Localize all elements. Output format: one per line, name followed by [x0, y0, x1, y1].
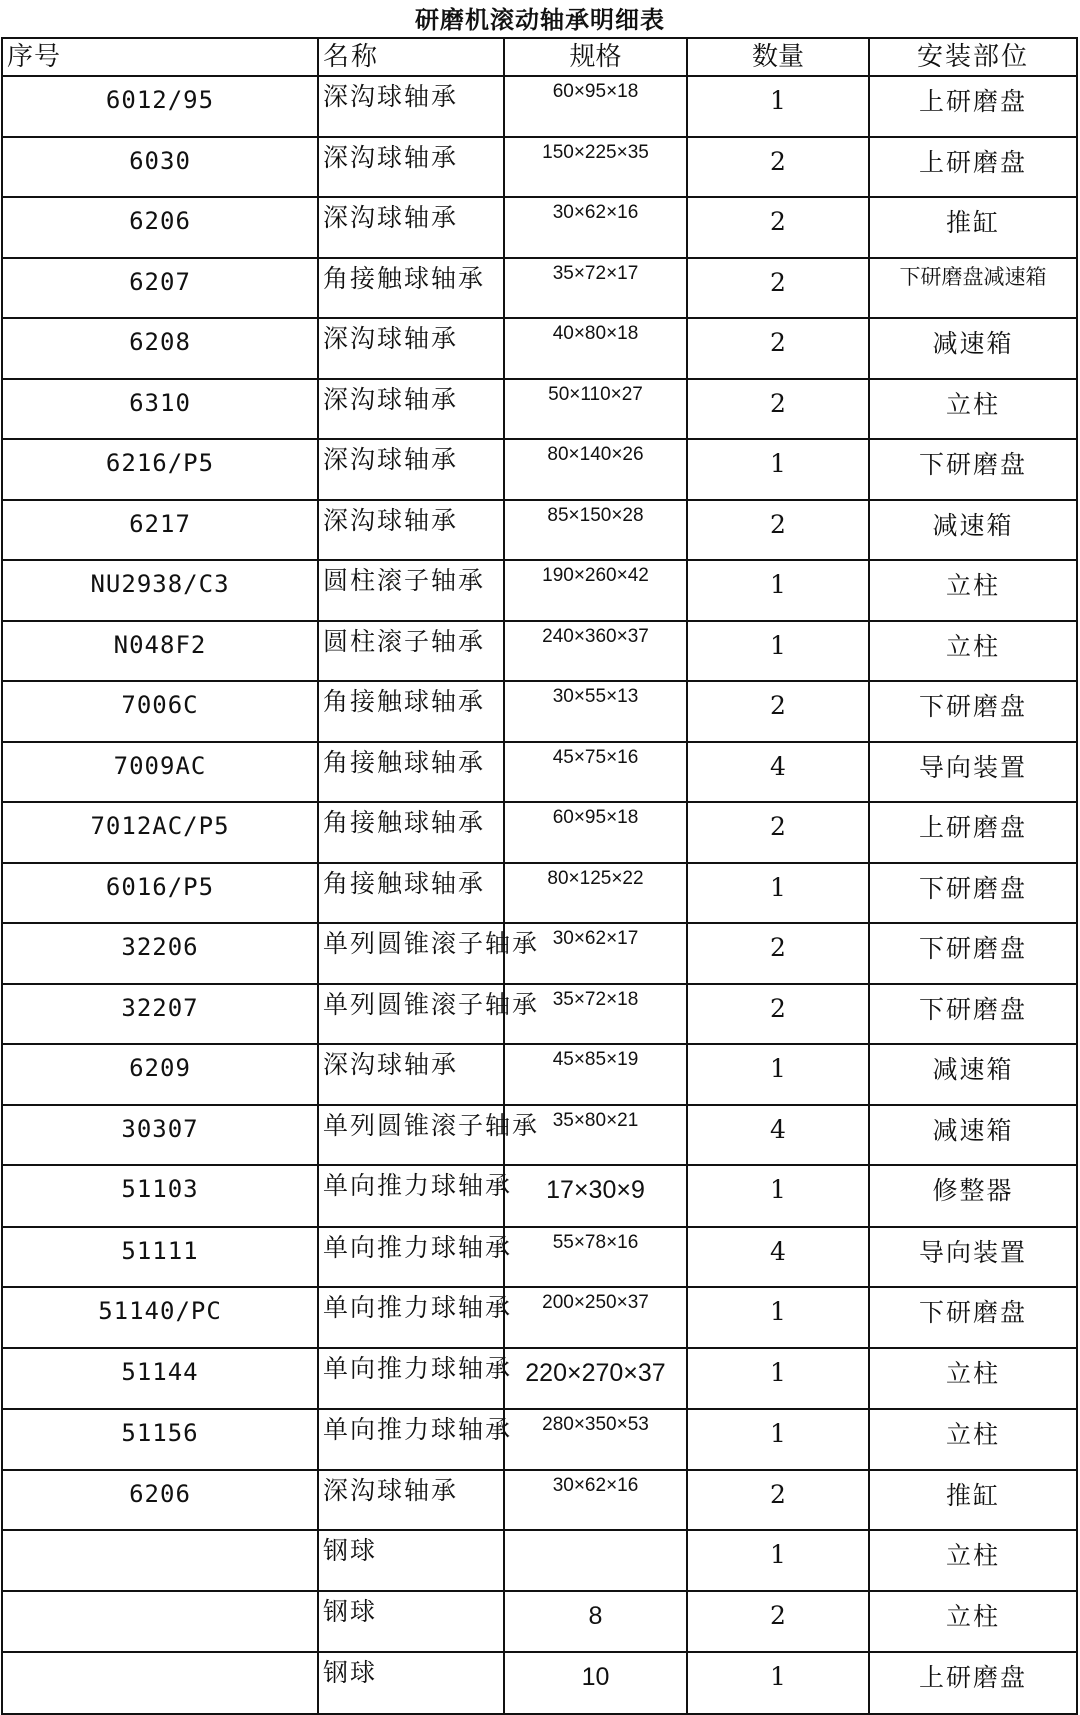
cell-serial: 7009AC	[2, 742, 318, 803]
cell-spec: 280×350×53	[504, 1409, 687, 1470]
cell-quantity: 4	[687, 1227, 869, 1288]
cell-position: 导向装置	[869, 742, 1077, 803]
table-row	[2, 923, 1077, 984]
table-row	[2, 197, 1077, 258]
cell-position: 下研磨盘	[869, 863, 1077, 924]
cell-spec: 80×140×26	[504, 439, 687, 500]
cell-name: 单向推力球轴承	[318, 1227, 504, 1288]
cell-serial	[2, 1530, 318, 1591]
cell-name: 深沟球轴承	[318, 1470, 504, 1531]
table-row	[2, 318, 1077, 379]
cell-quantity: 1	[687, 76, 869, 137]
cell-position: 减速箱	[869, 1105, 1077, 1166]
cell-serial: 6206	[2, 1470, 318, 1531]
table-row	[2, 1044, 1077, 1105]
header-name: 名称	[318, 38, 504, 76]
cell-serial: 7006C	[2, 681, 318, 742]
table-row	[2, 76, 1077, 137]
cell-serial: 6217	[2, 500, 318, 561]
table-row	[2, 1591, 1077, 1653]
cell-name: 深沟球轴承	[318, 76, 504, 137]
cell-serial: 6016/P5	[2, 863, 318, 924]
cell-spec: 10	[504, 1652, 687, 1714]
cell-name: 圆柱滚子轴承	[318, 560, 504, 621]
cell-name: 单列圆锥滚子轴承	[318, 984, 504, 1045]
cell-quantity: 4	[687, 742, 869, 803]
cell-spec: 17×30×9	[504, 1165, 687, 1227]
cell-spec: 35×72×18	[504, 984, 687, 1045]
cell-quantity: 2	[687, 1470, 869, 1531]
cell-serial: 7012AC/P5	[2, 802, 318, 863]
cell-quantity: 2	[687, 258, 869, 319]
table-row	[2, 1470, 1077, 1531]
cell-position: 上研磨盘	[869, 76, 1077, 137]
cell-serial: 6012/95	[2, 76, 318, 137]
cell-spec: 35×72×17	[504, 258, 687, 319]
cell-quantity: 1	[687, 1409, 869, 1470]
cell-serial: 6216/P5	[2, 439, 318, 500]
table-row	[2, 1409, 1077, 1470]
cell-quantity: 2	[687, 802, 869, 863]
cell-spec: 150×225×35	[504, 137, 687, 198]
cell-quantity: 4	[687, 1105, 869, 1166]
table-row	[2, 258, 1077, 319]
table-header-row	[2, 38, 1077, 76]
cell-quantity: 1	[687, 1652, 869, 1714]
cell-serial	[2, 1591, 318, 1653]
cell-spec: 35×80×21	[504, 1105, 687, 1166]
cell-spec: 30×55×13	[504, 681, 687, 742]
cell-spec: 220×270×37	[504, 1348, 687, 1410]
table-row	[2, 560, 1077, 621]
cell-serial: 6030	[2, 137, 318, 198]
cell-spec: 30×62×17	[504, 923, 687, 984]
cell-name: 深沟球轴承	[318, 137, 504, 198]
cell-serial	[2, 1652, 318, 1714]
cell-name: 角接触球轴承	[318, 742, 504, 803]
cell-position: 下研磨盘	[869, 439, 1077, 500]
cell-name: 角接触球轴承	[318, 863, 504, 924]
cell-position: 下研磨盘	[869, 984, 1077, 1045]
cell-quantity: 2	[687, 379, 869, 440]
cell-position: 上研磨盘	[869, 802, 1077, 863]
table-row	[2, 863, 1077, 924]
bearing-table	[1, 37, 1078, 1715]
cell-quantity: 1	[687, 1348, 869, 1410]
cell-serial: 6207	[2, 258, 318, 319]
cell-serial: 51156	[2, 1409, 318, 1470]
cell-spec: 190×260×42	[504, 560, 687, 621]
cell-serial: 51144	[2, 1348, 318, 1410]
cell-serial: 32207	[2, 984, 318, 1045]
cell-position: 立柱	[869, 1591, 1077, 1653]
cell-position: 减速箱	[869, 318, 1077, 379]
cell-spec: 60×95×18	[504, 802, 687, 863]
cell-spec: 45×75×16	[504, 742, 687, 803]
cell-position: 下研磨盘	[869, 681, 1077, 742]
cell-quantity: 2	[687, 137, 869, 198]
cell-quantity: 2	[687, 1591, 869, 1653]
cell-name: 单向推力球轴承	[318, 1165, 504, 1227]
cell-spec	[504, 1530, 687, 1591]
cell-name: 深沟球轴承	[318, 318, 504, 379]
table-row	[2, 379, 1077, 440]
cell-name: 深沟球轴承	[318, 439, 504, 500]
cell-quantity: 1	[687, 1165, 869, 1227]
cell-position: 上研磨盘	[869, 137, 1077, 198]
cell-spec: 30×62×16	[504, 197, 687, 258]
cell-serial: 51103	[2, 1165, 318, 1227]
table-row	[2, 1287, 1077, 1348]
cell-quantity: 1	[687, 1044, 869, 1105]
cell-name: 钢球	[318, 1591, 504, 1653]
cell-serial: 51140/PC	[2, 1287, 318, 1348]
header-serial: 序号	[2, 38, 318, 76]
cell-serial: 32206	[2, 923, 318, 984]
cell-name: 角接触球轴承	[318, 681, 504, 742]
cell-name: 钢球	[318, 1530, 504, 1591]
table-row	[2, 137, 1077, 198]
table-row	[2, 1105, 1077, 1166]
cell-serial: 6209	[2, 1044, 318, 1105]
cell-position: 减速箱	[869, 500, 1077, 561]
cell-position: 减速箱	[869, 1044, 1077, 1105]
table-row	[2, 621, 1077, 682]
cell-spec: 85×150×28	[504, 500, 687, 561]
cell-spec: 8	[504, 1591, 687, 1653]
cell-position: 推缸	[869, 197, 1077, 258]
cell-quantity: 2	[687, 318, 869, 379]
cell-spec: 60×95×18	[504, 76, 687, 137]
table-row	[2, 984, 1077, 1045]
table-row	[2, 1652, 1077, 1714]
table-row	[2, 1227, 1077, 1288]
cell-name: 单向推力球轴承	[318, 1409, 504, 1470]
cell-quantity: 1	[687, 439, 869, 500]
cell-spec: 80×125×22	[504, 863, 687, 924]
cell-position: 立柱	[869, 1409, 1077, 1470]
cell-spec: 55×78×16	[504, 1227, 687, 1288]
cell-name: 单列圆锥滚子轴承	[318, 923, 504, 984]
cell-spec: 50×110×27	[504, 379, 687, 440]
cell-spec: 45×85×19	[504, 1044, 687, 1105]
cell-quantity: 1	[687, 1287, 869, 1348]
cell-name: 深沟球轴承	[318, 500, 504, 561]
cell-serial: 51111	[2, 1227, 318, 1288]
cell-position: 导向装置	[869, 1227, 1077, 1288]
table-row	[2, 681, 1077, 742]
cell-serial: 6208	[2, 318, 318, 379]
cell-name: 角接触球轴承	[318, 802, 504, 863]
cell-name: 钢球	[318, 1652, 504, 1714]
cell-position: 立柱	[869, 1530, 1077, 1591]
cell-serial: 6310	[2, 379, 318, 440]
cell-position: 上研磨盘	[869, 1652, 1077, 1714]
cell-position: 下研磨盘	[869, 1287, 1077, 1348]
cell-spec: 30×62×16	[504, 1470, 687, 1531]
cell-position: 下研磨盘	[869, 923, 1077, 984]
cell-name: 单列圆锥滚子轴承	[318, 1105, 504, 1166]
cell-quantity: 1	[687, 863, 869, 924]
table-row	[2, 1165, 1077, 1227]
table-row	[2, 1348, 1077, 1410]
cell-quantity: 2	[687, 500, 869, 561]
cell-position: 修整器	[869, 1165, 1077, 1227]
cell-name: 深沟球轴承	[318, 197, 504, 258]
cell-serial: NU2938/C3	[2, 560, 318, 621]
cell-position: 下研磨盘减速箱	[869, 258, 1077, 319]
table-row	[2, 742, 1077, 803]
header-spec: 规格	[504, 38, 687, 76]
cell-name: 单向推力球轴承	[318, 1287, 504, 1348]
table-row	[2, 802, 1077, 863]
header-position: 安装部位	[869, 38, 1077, 76]
cell-quantity: 2	[687, 923, 869, 984]
cell-serial: N048F2	[2, 621, 318, 682]
cell-serial: 30307	[2, 1105, 318, 1166]
cell-name: 角接触球轴承	[318, 258, 504, 319]
cell-quantity: 2	[687, 681, 869, 742]
cell-name: 深沟球轴承	[318, 379, 504, 440]
cell-quantity: 1	[687, 621, 869, 682]
cell-spec: 40×80×18	[504, 318, 687, 379]
cell-position: 立柱	[869, 1348, 1077, 1410]
cell-quantity: 1	[687, 560, 869, 621]
cell-position: 立柱	[869, 621, 1077, 682]
cell-name: 深沟球轴承	[318, 1044, 504, 1105]
cell-spec: 240×360×37	[504, 621, 687, 682]
cell-name: 圆柱滚子轴承	[318, 621, 504, 682]
table-title: 研磨机滚动轴承明细表	[415, 5, 665, 34]
cell-spec: 200×250×37	[504, 1287, 687, 1348]
cell-quantity: 2	[687, 984, 869, 1045]
table-row	[2, 500, 1077, 561]
table-row	[2, 1530, 1077, 1591]
cell-serial: 6206	[2, 197, 318, 258]
cell-position: 立柱	[869, 560, 1077, 621]
cell-position: 推缸	[869, 1470, 1077, 1531]
cell-name: 单向推力球轴承	[318, 1348, 504, 1410]
cell-position: 立柱	[869, 379, 1077, 440]
cell-quantity: 2	[687, 197, 869, 258]
table-row	[2, 439, 1077, 500]
cell-quantity: 1	[687, 1530, 869, 1591]
header-quantity: 数量	[687, 38, 869, 76]
